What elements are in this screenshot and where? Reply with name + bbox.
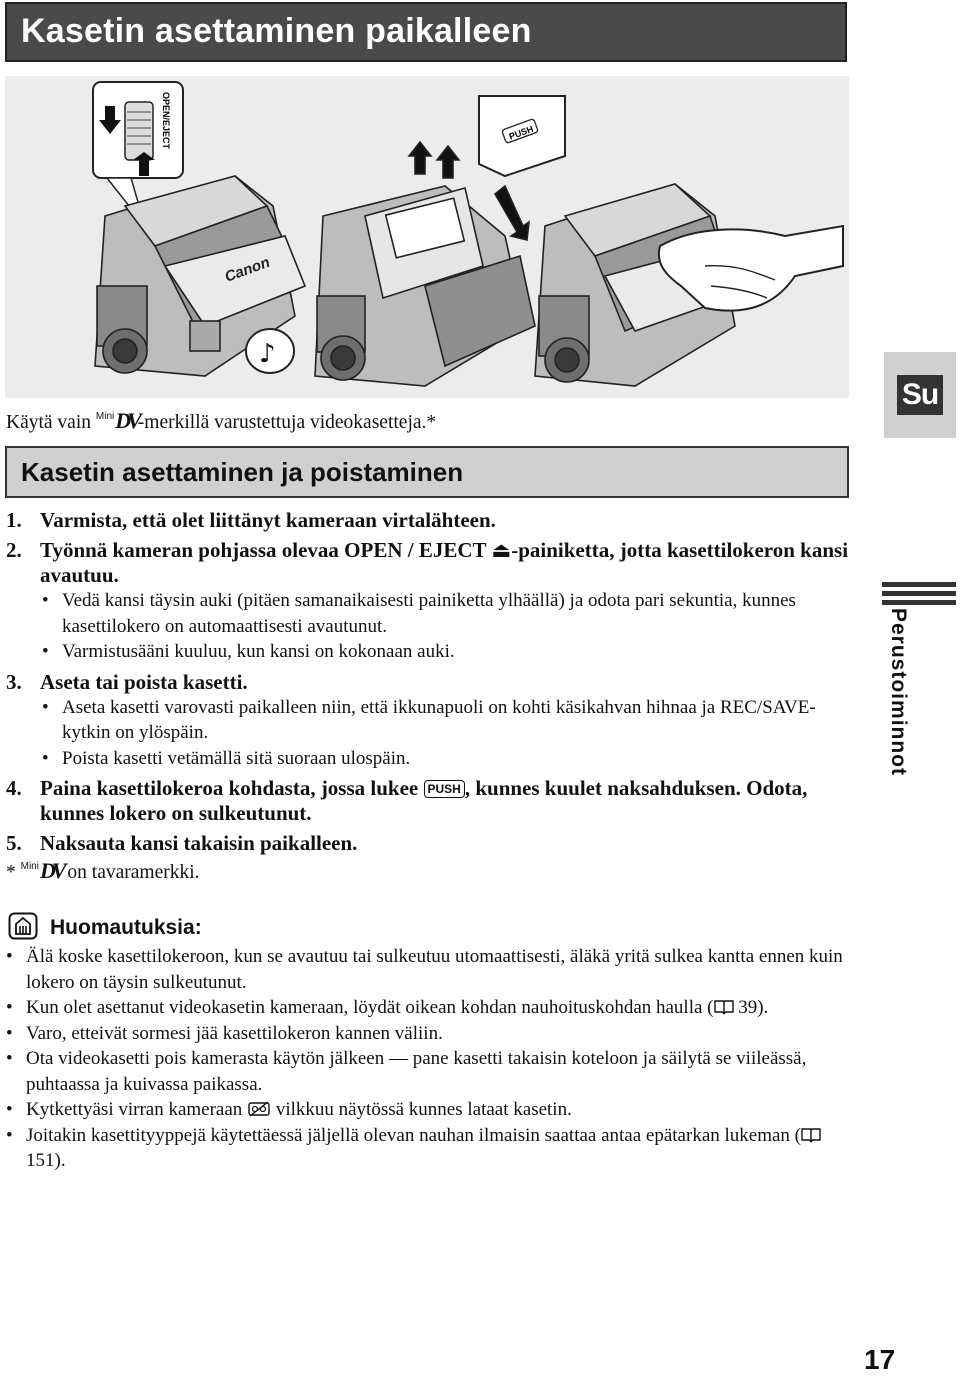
intro-prefix: Käytä vain [6, 412, 92, 433]
step-2-number: 2. [6, 538, 22, 562]
footnote-star: * [6, 862, 16, 883]
footnote [6, 858, 856, 889]
step-2-bullet-2: • Varmistusääni kuuluu, kun kansi on kokonaan auki. [42, 641, 455, 662]
push-callout [479, 96, 565, 176]
page-title-bar [5, 2, 847, 62]
page-title: Kasetin asettaminen paikalleen [21, 12, 532, 50]
brand-label-left: Canon [222, 253, 273, 286]
step-5-text: Naksauta kansi takaisin paikalleen. [40, 831, 358, 855]
book-icon [714, 998, 734, 1016]
intro-suffix: -merkillä varustettuja videokasetteja.* [137, 412, 437, 433]
camcorder-drawing [5, 76, 849, 398]
footnote-text: on tavaramerkki. [67, 862, 200, 883]
note-icon [8, 912, 38, 946]
camcorder-middle [315, 142, 535, 386]
step-1 [6, 508, 856, 533]
mini-dv-logo-footnote [21, 858, 63, 889]
side-chapter-label [880, 608, 910, 777]
language-tab-label: Su [897, 375, 943, 415]
step-4-text-a: Paina kasettilokeroa kohdasta, jossa lukee [40, 776, 419, 800]
notes-heading [8, 912, 202, 946]
open-eject-label: OPEN/EJECT [161, 92, 171, 150]
mini-dv-logo-mini: Mini [95, 411, 115, 422]
step-2 [6, 538, 856, 588]
language-tab [884, 352, 956, 438]
step-1-text: Varmista, että olet liittänyt kameraan virtalähteen. [40, 508, 496, 532]
note-item: • Älä koske kasettilokeroon, kun se avautuu tai sulkeutuu utomaattisesti, äläkä yritä sulkea kantta ennen kuin lokero on täysin sulkeutunut. [6, 946, 843, 993]
side-chapter-text: Perustoiminnot [887, 608, 910, 777]
section-title-bar [5, 446, 849, 498]
step-3-bullet-1: • Aseta kasetti varovasti paikalleen niin, että ikkunapuoli on kohti käsikahvan hihnaa ja REC/SAVE-kytkin on ylöspäin. [42, 696, 816, 743]
camcorder-illustration [5, 76, 849, 398]
step-3-number: 3. [6, 669, 22, 694]
footnote-logo-dv: DV [39, 858, 63, 883]
step-2-bullet-1: • Vedä kansi täysin auki (pitäen samanaikaisesti painiketta ylhäällä) ja odota pari sekuntia, kunnes kasettilokero on automaattisesti avautunut. [42, 590, 796, 637]
step-3-text: Aseta tai poista kasetti. [40, 669, 248, 694]
note-item: • Varo, etteivät sormesi jää kasettilokeron kannen väliin. [6, 1022, 443, 1044]
section-title: Kasetin asettaminen ja poistaminen [21, 457, 464, 487]
side-rule-lines [882, 582, 956, 609]
step-2-text-a: Työnnä kameran pohjassa olevaa OPEN / EJECT [40, 538, 487, 562]
note-item: • Ota videokasetti pois kamerasta käytön jälkeen — pane kasetti takaisin koteloon ja säilytä se viileässä, puhtaassa ja kuivassa paikassa. [6, 1048, 807, 1095]
page-number: 17 [864, 1344, 896, 1375]
steps-list [6, 508, 856, 889]
step-2-text-b: -painiketta, jotta kasettilokeron kansi avautuu. [40, 538, 849, 587]
notes-title: Huomautuksia: [50, 916, 202, 939]
step-4-text-b: , kunnes kuulet naksahduksen. Odota, kunnes lokero on sulkeutunut. [40, 776, 808, 825]
step-5 [6, 831, 856, 856]
step-3 [6, 670, 856, 695]
mini-dv-logo [96, 408, 138, 434]
footnote-logo-mini: Mini [20, 861, 39, 872]
note-item: • Kun olet asettanut videokasetin kameraan, löydät oikean kohdan nauhoituskohdan haulla ( 39). [6, 997, 769, 1018]
note-item: • Joitakin kasettityyppejä käytettäessä jäljellä olevan nauhan ilmaisin saattaa antaa epätarkan lukeman ( 151). [6, 1123, 856, 1174]
note-item: • Kytkettyäsi virran kameraan vilkkuu näytössä kunnes lataat kasetin. [6, 1099, 572, 1120]
notes-list [6, 944, 856, 1174]
step-5-number: 5. [6, 831, 22, 855]
step-4 [6, 776, 856, 826]
mini-dv-logo-dv: DV [115, 408, 138, 433]
music-note-icon: ♪ [259, 339, 276, 369]
push-callout-label: PUSH [507, 123, 535, 142]
intro-line [6, 408, 436, 434]
step-3-bullet-2: • Poista kasetti vetämällä sitä suoraan ulospäin. [42, 747, 411, 769]
push-icon: PUSH [424, 780, 465, 798]
step-4-number: 4. [6, 776, 22, 800]
book-icon [801, 1126, 821, 1144]
step-1-number: 1. [6, 508, 22, 532]
no-cassette-icon [247, 1100, 271, 1118]
beep-sound-bubble [246, 329, 294, 373]
eject-icon: ⏏ [491, 538, 512, 562]
